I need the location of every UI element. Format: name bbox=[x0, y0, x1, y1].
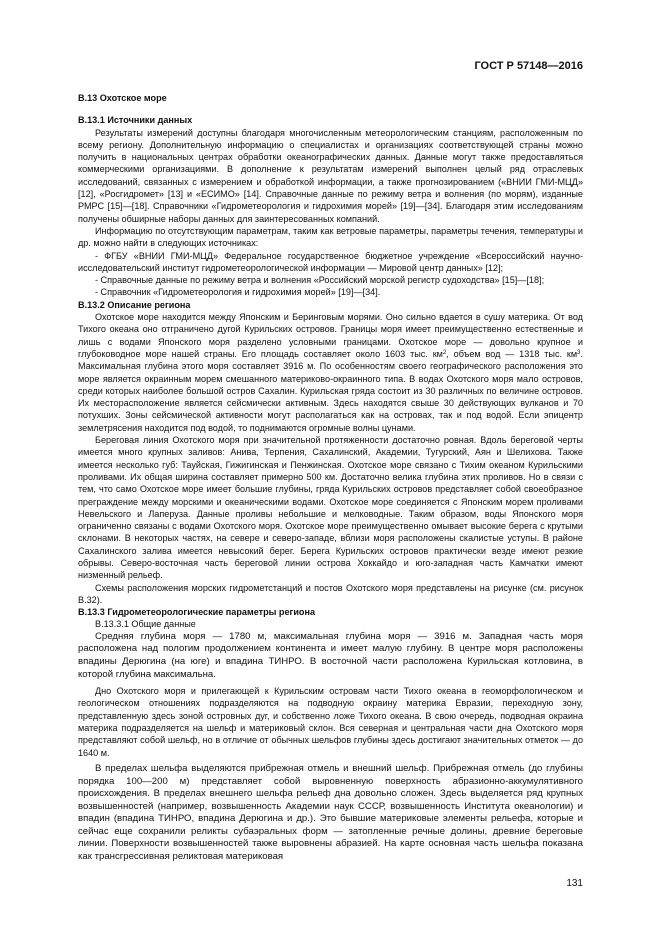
section-heading-b13-1: В.13.1 Источники данных bbox=[78, 115, 193, 126]
superscript-three: 3 bbox=[577, 349, 581, 356]
source-list-item: - ФГБУ «ВНИИ ГМИ-МЦД» Федеральное государственное бюджетное учреждение «Всероссийский научно-исследовательский институт гидрометеорологической информации — Мировой центр данных» [12]; bbox=[78, 250, 583, 273]
paragraph-shelf: В пределах шельфа выделяются прибрежная отмель и внешний шельф. Прибрежная отмель (до глубины порядка 100—200 м) представляет собой выровненную поверхность абразионно-аккумулятивного происхождения. В пределах внешнего шельфа рельеф дна довольно сложен. Здесь выделяется ряд крупных возвышенностей (например, возвышенность Академии наук СССР, возвышенность Института океанологии) и впадин (впадина ТИНРО, впадина Дерюгина и др.). Это бывшие материковые элементы рельефа, которые и сейчас еще сохранили реликты субаэральных форм — затопленные речные долины, древние береговые линии. Поверхности возвышенностей также выровнены абразией. На карте основная часть шельфа показана как трансгрессивная реликтовая материковая bbox=[78, 762, 583, 863]
paragraph-depths: Средняя глубина моря — 1780 м, максимальная глубина моря — 3916 м. Западная часть моря расположена над пологим продолжением континента и имеет малую глубину. В центре моря расположены впадины Дерюгина (на юге) и впадина ТИНРО. В восточной части расположена Курильская котловина, в которой глубина максимальна. bbox=[78, 630, 583, 680]
page-number: 131 bbox=[566, 878, 583, 889]
paragraph-region-description bbox=[78, 311, 583, 434]
paragraph-missing-params: Информацию по отсутствующим параметрам, таким как ветровые параметры, параметры течения, температуры и др. можно найти в следующих источниках: bbox=[78, 225, 583, 249]
subsection-heading-b13-3-1: В.13.3.1 Общие данные bbox=[95, 619, 196, 630]
superscript-two: 2 bbox=[442, 349, 447, 356]
section-heading-b13-2: В.13.2 Описание региона bbox=[78, 299, 191, 310]
section-heading-b13-3: В.13.3 Гидрометеорологические параметры региона bbox=[78, 607, 316, 618]
paragraph-data-sources: Результаты измерений доступны благодаря многочисленным метеорологическим станциям, расположенным по всему региону. Дополнительную информацию о специалистах и организациях соответствующей страны можно получить в национальных центрах обработки океанографических данных. Данные могут также предоставляться коммерческими организациями. В дополнение к результатам измерений выполнен целый ряд отраслевых исследований, связанных с измерением и обработкой информации, а также прогнозированием («ВНИИ ГМИ-МЦД» [12], «Росгидромет» [13] и «ЕСИМО» [14]. Справочные данные по режиму ветра и волнения (по морям), изданные РМРС [15]—[18]. Справочники «Гидрометеорология и гидрохимия морей» [19]—[34]. Благодаря этим исследованиям получены обширные наборы данных для заинтересованных компаний. bbox=[78, 127, 583, 224]
region-text-part: . Максимальная глубина этого моря составляет 3916 м. По особенностям своего географического расположения это море является окраинным морем смешанного материково-окраинного типа. В водах Охотского моря мало островов, среди которых наиболее большой остров Сахалин. Курильская гряда состоит из 30 различных по величине островов. Их месторасположение является сейсмически активным. Здесь находятся свыше 30 действующих вулканов и 70 потухших. Зоны сейсмической активности могут располагаться как на островах, так и под водой. Если эпицентр землетрясения находится под водой, то поднимаются огромные волны цунами. bbox=[78, 348, 583, 433]
source-list-item: - Справочник «Гидрометеорология и гидрохимия морей» [19]—[34]. bbox=[95, 287, 381, 298]
region-text-part: , объем вод — 1318 тыс. км bbox=[446, 348, 578, 359]
document-body bbox=[78, 92, 583, 864]
source-list-item: - Справочные данные по режиму ветра и волнения «Российский морской регистр судоходства» [15]—[18]; bbox=[95, 275, 545, 286]
paragraph-coastline: Береговая линия Охотского моря при значительной протяженности достаточно ровная. Вдоль береговой черты имеется много крупных заливов: Анива, Терпения, Сахалинский, Академии, Тугурский, Аян и Шелихова. Также имеется несколько губ: Тауйская, Гижигинская и Пенжинская. Охотское море связано с Тихим океаном Курильскими проливами. Их общая ширина составляет примерно 500 км. Достаточно велика глубина этих проливов. Но в связи с тем, что само Охотское море имеет большие глубины, гряда Курильских островов представляет собой своеобразное преграждение между морскими и океаническими водами. Охотское море соединяется с Японским морем проливами Невельского и Лаперуза. Данные проливы небольшие и мелководные. Таким образом, воды Японского моря ограниченно связаны с водами Охотского моря. Охотское море преимущественно омывает высокие берега с крутыми склонами. В некоторых частях, на севере и северо-западе, вблизи моря расположены скалистые уступы. В районе Сахалинского залива имеется невысокий берег. Берега Курильских островов практически везде имеют резкие обрывы. Северо-восточная часть береговой линии острова Хоккайдо и юго-западная часть Камчатки имеют низменный рельеф. bbox=[78, 435, 583, 581]
paragraph-station-schemes: Схемы расположения морских гидрометстанций и постов Охотского моря представлены на рисунке (см. рисунок В.32). bbox=[78, 582, 583, 605]
standard-number: ГОСТ Р 57148—2016 bbox=[474, 60, 583, 72]
section-heading-b13: В.13 Охотское море bbox=[78, 93, 167, 103]
region-text-part: Охотское море находится между Японским и Беринговым морями. Оно сильно вдается в сушу материка. От вод Тихого океана оно отграничено дугой Курильских островов. Границы моря имеет преимущественно естественные и лишь с водами Японского моря разделено условными границами. Охотское море — довольно крупное и глубоководное море нашей страны. Его площадь составляет около 1603 тыс. км bbox=[78, 312, 583, 359]
paragraph-seabed: Дно Охотского моря и прилегающей к Курильским островам части Тихого океана в геоморфологическом и геологическом отношениях подразделяются на подводную окраину материка Евразии, переходную зону, представленную здесь зоной островных дуг, и собственно ложе Тихого океана. В свою очередь, подводная окраина материка подразделяется на шельф и материковый склон. Вся северная и центральная части дна Охотского моря представляют собой шельф, но в отличие от обычных шельфов глубины здесь достигают значительных отметок — до 1640 м. bbox=[78, 686, 583, 758]
